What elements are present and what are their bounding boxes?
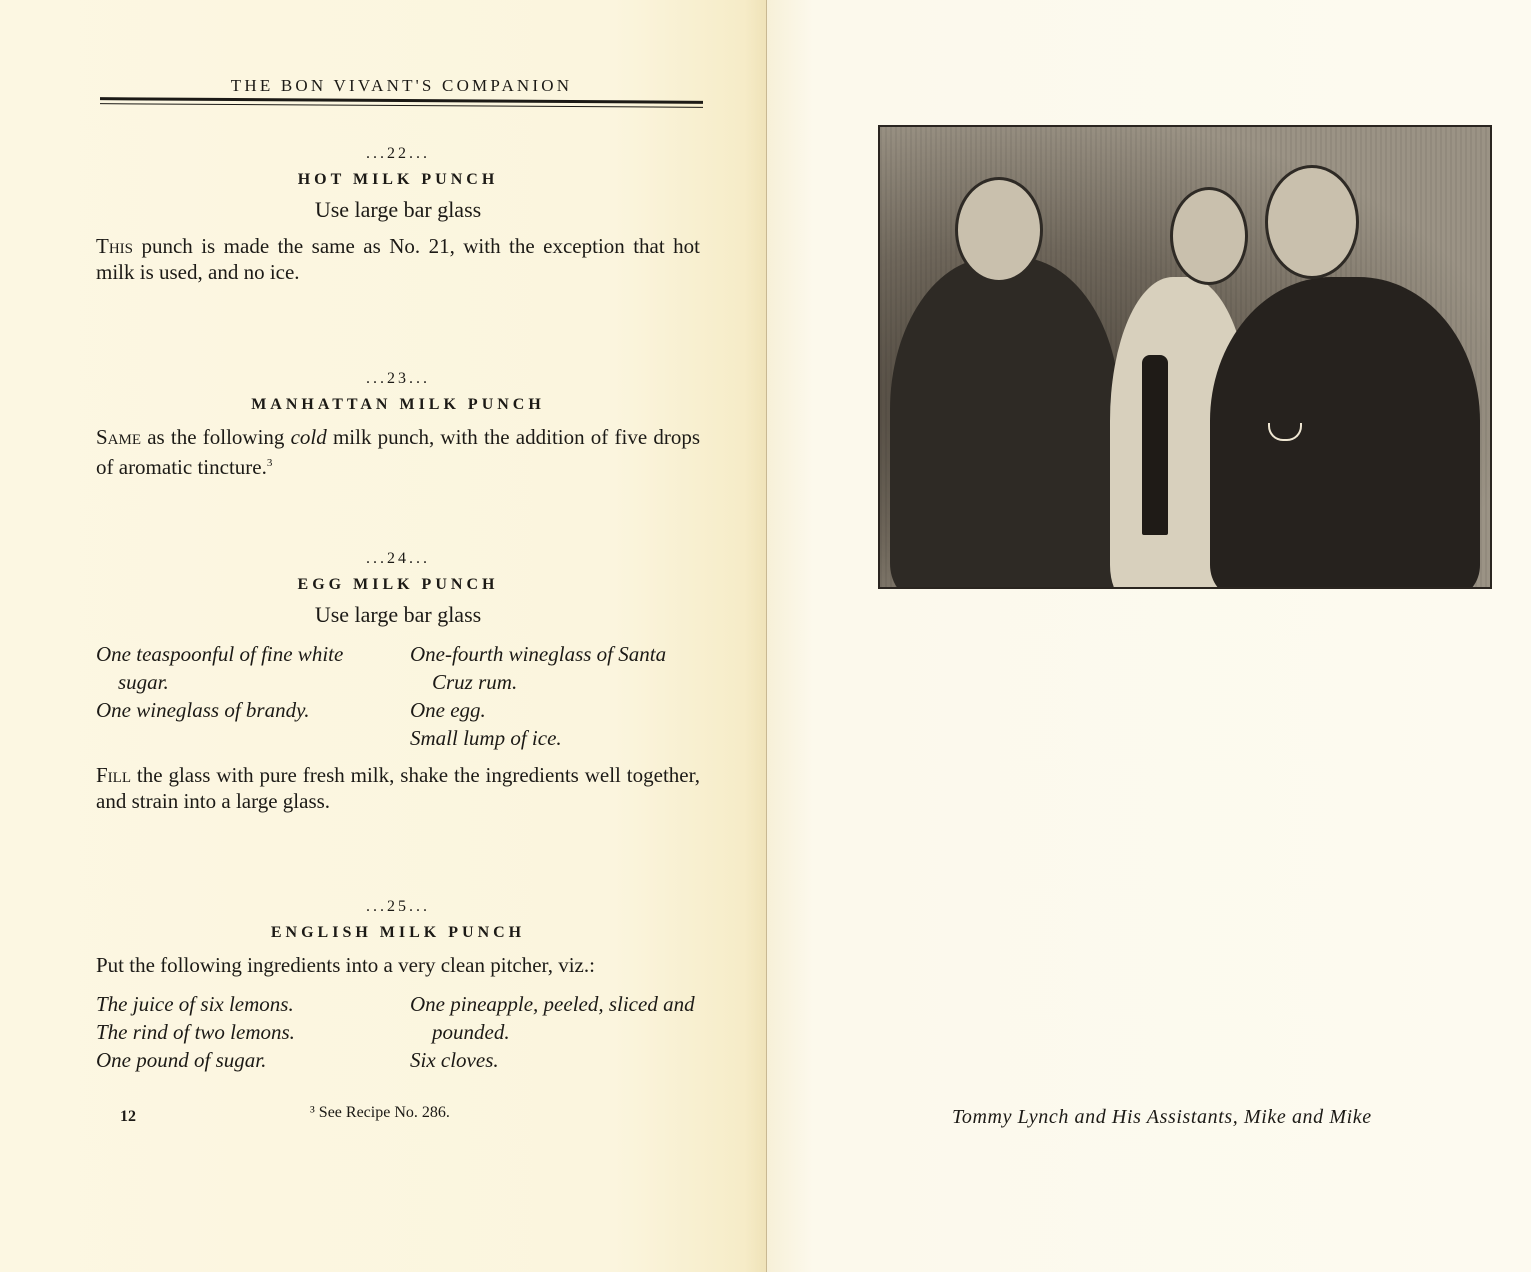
- right-page: [767, 0, 1531, 1272]
- head-right: [1265, 165, 1359, 279]
- recipe-number: ...22...: [366, 145, 430, 162]
- recipe-number: ...23...: [366, 370, 430, 387]
- recipe-number: ...24...: [366, 550, 430, 567]
- ingredient-columns: [96, 640, 700, 752]
- engraving-illustration: [878, 125, 1492, 589]
- figure-right: [1210, 277, 1480, 589]
- ingredient: Small lump of ice.: [410, 726, 562, 750]
- ingredient-columns: [96, 990, 700, 1074]
- ingredient: One egg.: [410, 698, 486, 722]
- ingredient: One-fourth wineglass of Santa Cruz rum.: [410, 642, 667, 694]
- footnote-ref: 3: [266, 457, 273, 469]
- illustration-caption: Tommy Lynch and His Assistants, Mike and Mike: [952, 1106, 1372, 1128]
- recipe-title: EGG MILK PUNCH: [297, 576, 499, 593]
- recipe-text: This punch is made the same as No. 21, with the exception that hot milk is used, and no ice.: [96, 234, 700, 284]
- page-number: 12: [120, 1108, 136, 1125]
- recipe-24: [96, 550, 700, 814]
- ingredient: The juice of six lemons.: [96, 992, 294, 1016]
- recipe-glass: Use large bar glass: [314, 602, 482, 627]
- recipe-23: [96, 370, 700, 480]
- bottle-icon: [1142, 355, 1168, 535]
- recipe-title: HOT MILK PUNCH: [297, 171, 499, 188]
- header-rule-thin: [100, 103, 703, 108]
- recipe-title: ENGLISH MILK PUNCH: [270, 924, 526, 941]
- recipe-number: ...25...: [366, 898, 430, 915]
- ingredient: The rind of two lemons.: [96, 1020, 295, 1044]
- head-middle: [1170, 187, 1248, 285]
- ingredient: One wineglass of brandy.: [96, 698, 310, 722]
- recipe-glass: Use large bar glass: [314, 197, 482, 222]
- recipe-title: MANHATTAN MILK PUNCH: [251, 396, 545, 413]
- footnote: ³ See Recipe No. 286.: [310, 1104, 450, 1121]
- recipe-intro: Put the following ingredients into a very clean pitcher, viz.:: [96, 953, 595, 977]
- figure-left: [890, 257, 1120, 589]
- ingredient: One teaspoonful of fine white sugar.: [96, 642, 344, 694]
- head-left: [955, 177, 1043, 283]
- recipe-22: [96, 145, 700, 285]
- ingredient: Six cloves.: [410, 1048, 499, 1072]
- recipe-text: Fill the glass with pure fresh milk, shake the ingredients well together, and strain into a large glass.: [96, 763, 700, 813]
- ingredient: One pound of sugar.: [96, 1048, 267, 1072]
- running-head: THE BON VIVANT'S COMPANION: [230, 76, 573, 95]
- recipe-25: [96, 898, 700, 1074]
- recipe-text: Same as the following cold milk punch, with the addition of five drops of aromatic tincture.$^3$: [96, 425, 701, 479]
- ingredient: One pineapple, peeled, sliced and pounded.: [410, 992, 695, 1044]
